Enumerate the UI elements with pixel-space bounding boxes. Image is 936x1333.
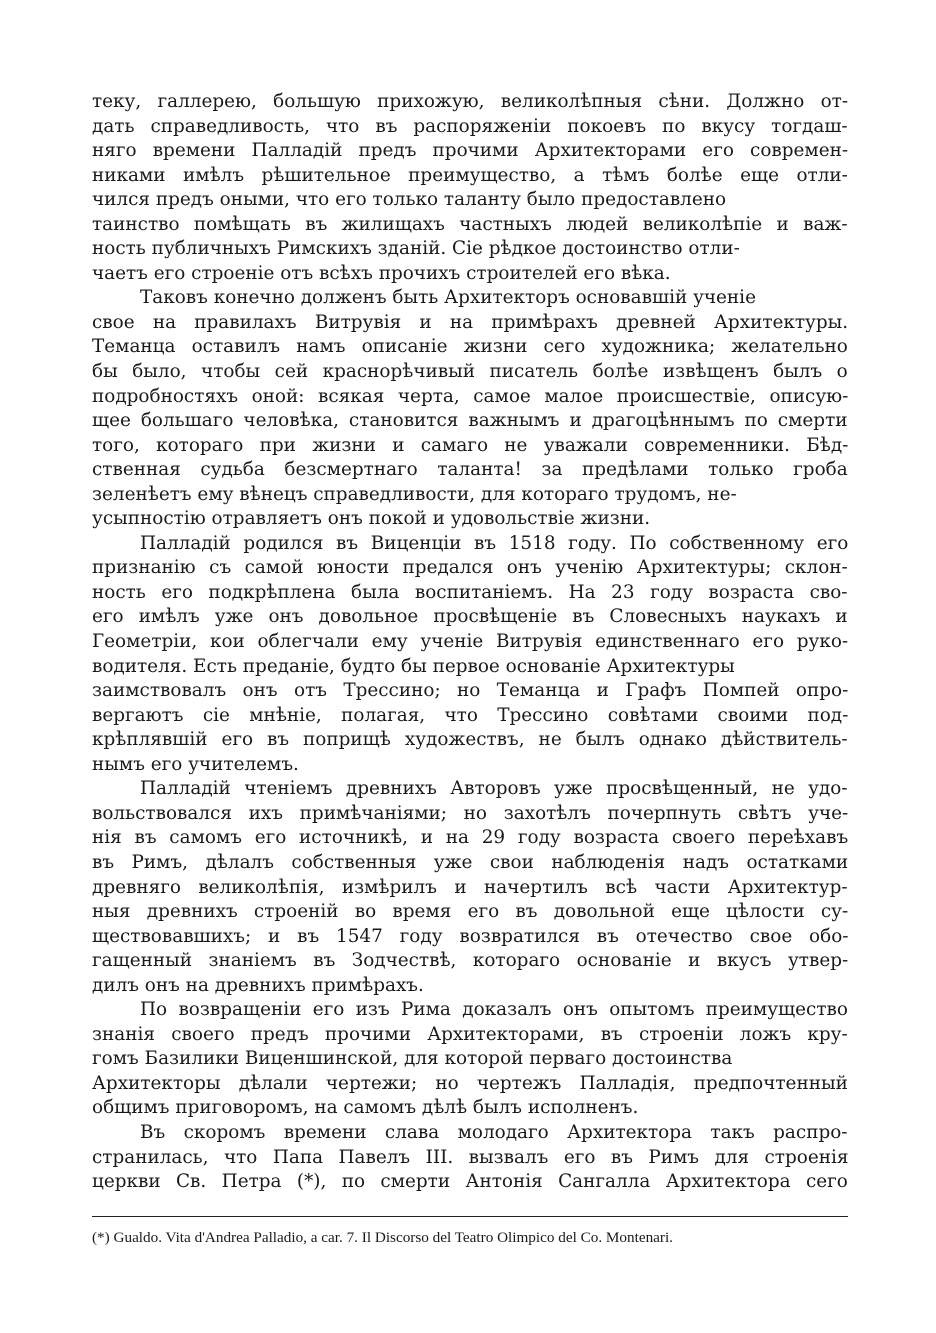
text-line: чился предъ оными, что его только таланту было предоставлено [92,189,727,211]
text-line: няго времени Палладій предъ прочими Архитекторами его современ- [92,140,849,162]
text-line: подробностяхъ оной: всякая черта, самое малое происшествіе, описую- [92,385,849,407]
text-line: никами имѣлъ рѣшительное преимущество, а тѣмъ болѣе еще отли- [92,164,848,186]
text-line: ществовавшихъ; и въ 1547 году возвратился въ отечество свое обо- [92,925,849,947]
footnote-rule [92,1216,848,1217]
text-line: заимствовалъ онъ отъ Трессино; но Теманца и Графъ Помпей опро- [92,680,849,702]
text-line: нымъ его учителемъ. [92,753,299,775]
text-line: таинство помѣщать въ жилищахъ частныхъ людей великолѣпіе и важ- [92,213,848,235]
text-line: бы было, чтобы сей краснорѣчивый писатель болѣе извѣщенъ былъ о [92,361,848,383]
text-line: странилась, что Папа Павелъ III. вызвалъ его въ Римъ для строенія [92,1146,849,1168]
text-line: въ Римъ, дѣлалъ собственныя уже свои наблюденія надъ остатками [92,851,849,873]
text-line: Геометріи, кои облегчали ему ученіе Витрувія единственнаго его руко- [92,631,849,653]
text-line: общимъ приговоромъ, на самомъ дѣлѣ былъ исполненъ. [92,1097,639,1119]
text-line: Теманца оставилъ намъ описаніе жизни сего художника; желательно [92,336,848,358]
text-line: теку, галлерею, большую прихожую, великолѣпныя сѣни. Должно от- [92,91,849,112]
text-line: Палладій чтеніемъ древнихъ Авторовъ уже просвѣщенный, не удо- [140,778,848,800]
text-line: Палладій родился въ Виценціи въ 1518 году. По собственному его [140,532,849,554]
text-line: чаетъ его строеніе отъ всѣхъ прочихъ строителей его вѣка. [92,262,671,284]
text-line: дать справедливость, что въ распоряженіи покоевъ по вкусу тогдаш- [92,115,848,137]
text-line: щее большаго человѣка, становится важнымъ и драгоцѣннымъ по смерти [92,410,848,432]
text-line: древняго великолѣпія, измѣрилъ и начертилъ всѣ части Архитектур- [92,876,848,898]
text-line: ственная судьба безсмертнаго таланта! за предѣлами только гроба [92,459,848,481]
text-line: нія въ самомъ его источникѣ, и на 29 году возраста своего переѣхавъ [92,827,849,849]
page-body [92,90,848,1195]
text-line: его имѣлъ уже онъ довольное просвѣщеніе въ Словесныхъ наукахъ и [92,606,848,628]
text-line: водителя. Есть преданіе, будто бы первое основаніе Архитектуры [92,655,735,677]
text-line: Въ скоромъ времени слава молодаго Архитектора такъ распро- [140,1121,848,1143]
text-line: ность его подкрѣплена была воспитаніемъ. На 23 году возраста сво- [92,581,848,603]
text-line: того, котораго при жизни и самаго не уважали современники. Бѣд- [92,434,849,456]
text-line: церкви Св. Петра (*), по смерти Антонія Сангалла Архитектора сего [92,1171,848,1193]
text-line: гомъ Базилики Виценшинской, для которой перваго достоинства [92,1048,733,1070]
text-line: усыпностію отравляетъ онъ покой и удовольствіе жизни. [92,508,651,530]
text-line: По возвращеніи его изъ Рима доказалъ онъ опытомъ преимущество [140,999,848,1021]
text-line: дилъ онъ на древнихъ примѣрахъ. [92,974,424,996]
text-line: Таковъ конечно долженъ быть Архитекторъ основавшій ученіе [140,287,756,309]
text-line: свое на правилахъ Витрувія и на примѣрахъ древней Архитектуры. [92,311,849,333]
text-line: вольствовался ихъ примѣчаніями; но захотѣлъ почерпнуть свѣтъ уче- [92,802,849,824]
footnote: (*) Gualdo. Vita d'Andrea Palladio, a car. 7. Il Discorso del Teatro Olimpico del Co. Montenari. [92,1229,673,1246]
text-line: гащенный знаніемъ въ Зодчествѣ, котораго основаніе и вкусъ утвер- [92,950,849,972]
text-line: знанія своего предъ прочими Архитекторами, въ строеніи ложъ кру- [92,1023,848,1045]
text-line: ныя древнихъ строеній во время его въ довольной еще цѣлости су- [92,901,849,923]
text-line: признанію съ самой юности предался онъ ученію Архитектуры; склон- [92,557,848,579]
text-line: вергаютъ сіе мнѣніе, полагая, что Трессино совѣтами своими под- [92,704,849,726]
text-line: ность публичныхъ Римскихъ зданій. Сіе рѣдкое достоинство отли- [92,238,740,260]
text-line: Архитекторы дѣлали чертежи; но чертежъ Палладія, предпочтенный [92,1072,848,1094]
text-line: зеленѣетъ ему вѣнецъ справедливости, для котораго трудомъ, не- [92,483,737,505]
text-line: крѣплявшій его въ поприщѣ художествъ, не былъ однако дѣйствитель- [92,729,848,751]
